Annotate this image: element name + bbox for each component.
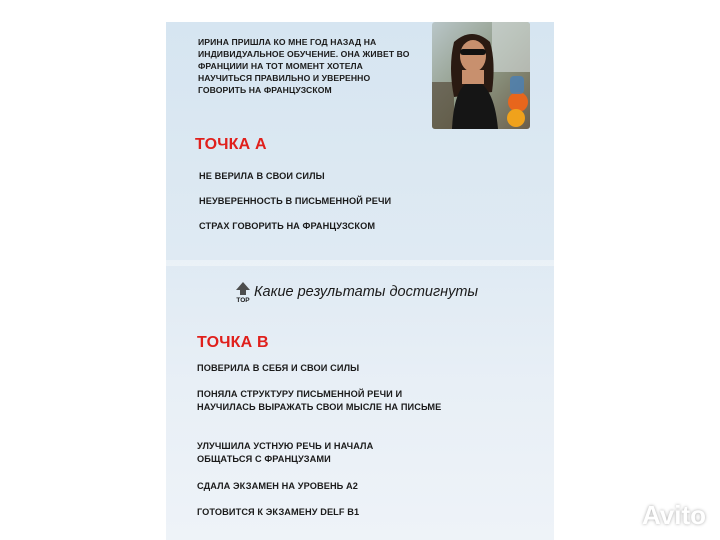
point-b-item: ПОНЯЛА СТРУКТУРУ ПИСЬМЕННОЙ РЕЧИ И НАУЧИЛАСЬ ВЫРАЖАТЬ СВОИ МЫСЛЕ НА ПИСЬМЕ [197, 389, 442, 412]
results-heading: Какие результаты достигнуты [254, 284, 479, 300]
point-a-item: НЕУВЕРЕННОСТЬ В ПИСЬМЕННОЙ РЕЧИ [199, 196, 392, 206]
post-card [166, 22, 554, 540]
point-b-item: ГОТОВИТСЯ К ЭКЗАМЕНУ DELF B1 [197, 507, 360, 517]
student-photo [432, 22, 530, 129]
divider-band [166, 260, 554, 266]
point-a-item: НЕ ВЕРИЛА В СВОИ СИЛЫ [199, 171, 325, 181]
top-label: TOP [236, 297, 250, 303]
intro-text: ИРИНА ПРИШЛА КО МНЕ ГОД НАЗАД НА ИНДИВИДУАЛЬНОЕ ОБУЧЕНИЕ. ОНА ЖИВЕТ ВО ФРАНЦИИИ НА ТОТ МОМЕНТ ХОТЕЛА НАУЧИТЬСЯ ПРАВИЛЬНО И УВЕРЕННО ГОВОРИТЬ НА ФРАНЦУЗСКОМ [198, 37, 410, 95]
avito-text: Avito [642, 500, 707, 530]
point-b-heading: ТОЧКА В [197, 334, 269, 351]
results-line [234, 281, 478, 303]
top-arrow-icon [234, 281, 252, 303]
point-a-item: СТРАХ ГОВОРИТЬ НА ФРАНЦУЗСКОМ [199, 221, 376, 231]
avito-logo-icon [612, 503, 638, 529]
avito-watermark [612, 500, 706, 531]
point-a-heading: ТОЧКА А [195, 136, 267, 153]
point-b-item: ПОВЕРИЛА В СЕБЯ И СВОИ СИЛЫ [197, 363, 360, 373]
point-b-item: СДАЛА ЭКЗАМЕН НА УРОВЕНЬ А2 [197, 481, 358, 491]
point-b-item: УЛУЧШИЛА УСТНУЮ РЕЧЬ И НАЧАЛА ОБЩАТЬСЯ С ФРАНЦУЗАМИ [197, 441, 374, 464]
